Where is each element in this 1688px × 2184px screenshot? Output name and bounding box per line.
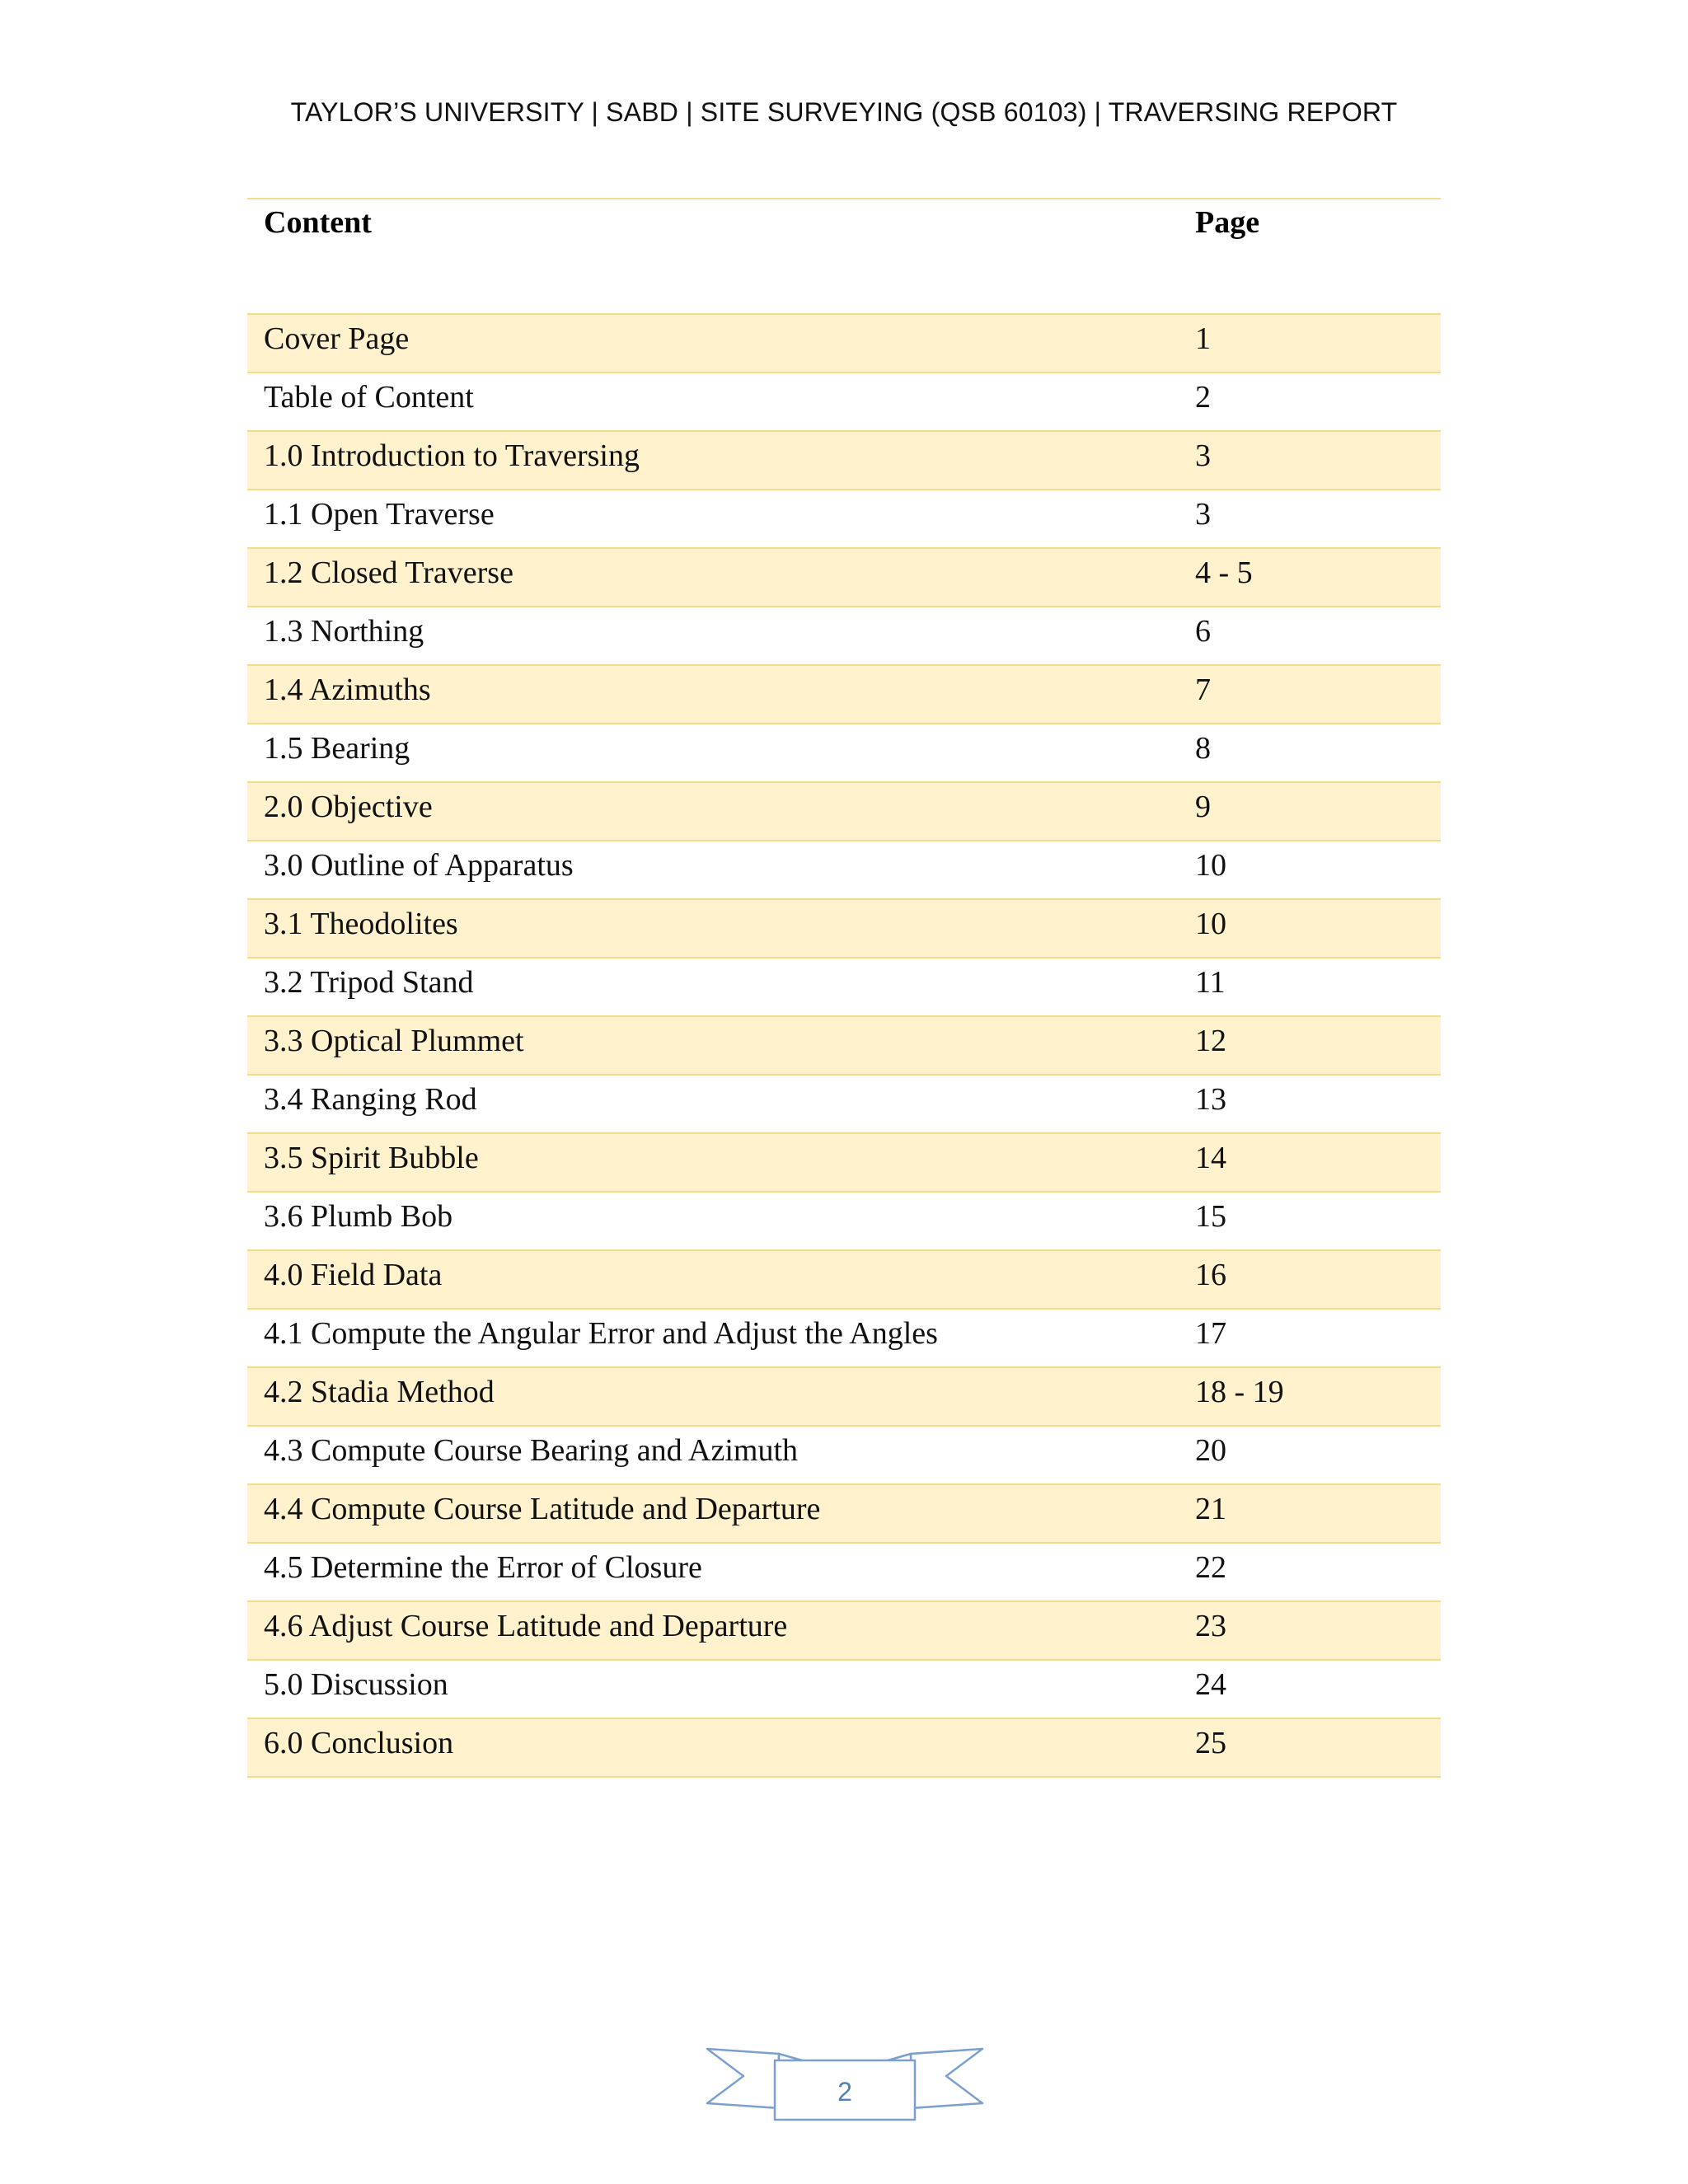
toc-row [247, 373, 1441, 432]
toc-entry-title: 1.0 Introduction to Traversing [264, 438, 640, 473]
toc-entry-title: 3.3 Optical Plummet [264, 1024, 524, 1058]
toc-row [247, 783, 1441, 841]
toc-row [247, 490, 1441, 549]
toc-row [247, 1544, 1441, 1602]
toc-entry-page: 17 [1195, 1316, 1226, 1351]
toc-entry-page: 10 [1195, 848, 1226, 883]
toc-entry-page: 18 - 19 [1195, 1375, 1284, 1409]
toc-entry-title: 1.4 Azimuths [264, 673, 431, 707]
toc-entry-title: 4.0 Field Data [264, 1258, 443, 1292]
toc-entry-title: 3.1 Theodolites [264, 907, 458, 941]
toc-row [247, 666, 1441, 724]
toc-row [247, 1368, 1441, 1427]
toc-entry-title: 1.2 Closed Traverse [264, 555, 513, 590]
toc-entry-page: 1 [1195, 321, 1211, 356]
toc-row [247, 607, 1441, 666]
toc-entry-title: 3.6 Plumb Bob [264, 1199, 453, 1234]
toc-entry-title: 4.3 Compute Course Bearing and Azimuth [264, 1433, 799, 1468]
toc-entry-page: 4 - 5 [1195, 555, 1253, 590]
toc-row [247, 1427, 1441, 1485]
toc-entry-title: 3.2 Tripod Stand [264, 965, 474, 1000]
toc-entry-title: 5.0 Discussion [264, 1667, 448, 1702]
toc-row [247, 1602, 1441, 1661]
toc-entry-page: 24 [1195, 1667, 1226, 1702]
toc-row [247, 549, 1441, 607]
toc-header-row [247, 199, 1441, 315]
toc-row [247, 1719, 1441, 1778]
toc-entry-page: 23 [1195, 1609, 1226, 1643]
toc-entry-title: 4.1 Compute the Angular Error and Adjust the Angles [264, 1316, 938, 1351]
toc-entry-page: 10 [1195, 907, 1226, 941]
toc-entry-title: Cover Page [264, 321, 410, 356]
toc-entry-title: Table of Content [264, 380, 474, 415]
toc-row [247, 958, 1441, 1017]
toc-row [247, 432, 1441, 490]
toc-entry-page: 12 [1195, 1024, 1226, 1058]
toc-entry-page: 20 [1195, 1433, 1226, 1468]
toc-entry-title: 3.0 Outline of Apparatus [264, 848, 574, 883]
toc-row [247, 841, 1441, 900]
toc-entry-page: 3 [1195, 438, 1211, 473]
page-number-badge [701, 2042, 989, 2125]
toc-row [247, 1134, 1441, 1193]
page-number: 2 [837, 2077, 852, 2107]
toc-header-content: Content [264, 205, 372, 240]
toc-entry-title: 6.0 Conclusion [264, 1726, 454, 1760]
toc-body [247, 315, 1441, 1778]
toc-entry-title: 4.4 Compute Course Latitude and Departure [264, 1492, 821, 1526]
toc-entry-page: 14 [1195, 1141, 1226, 1175]
toc-entry-title: 2.0 Objective [264, 790, 433, 824]
toc-entry-page: 2 [1195, 380, 1211, 415]
toc-entry-title: 3.4 Ranging Rod [264, 1082, 477, 1117]
toc-entry-title: 4.2 Stadia Method [264, 1375, 495, 1409]
toc-entry-title: 1.1 Open Traverse [264, 497, 495, 532]
toc-entry-page: 13 [1195, 1082, 1226, 1117]
toc-entry-title: 1.5 Bearing [264, 731, 410, 766]
toc-entry-title: 3.5 Spirit Bubble [264, 1141, 479, 1175]
toc-entry-page: 9 [1195, 790, 1211, 824]
toc-entry-title: 1.3 Northing [264, 614, 424, 649]
toc-entry-title: 4.5 Determine the Error of Closure [264, 1550, 702, 1585]
toc-row [247, 1661, 1441, 1719]
table-of-contents [247, 198, 1441, 1778]
running-header: TAYLOR’S UNIVERSITY | SABD | SITE SURVEYING (QSB 60103) | TRAVERSING REPORT [290, 97, 1398, 127]
toc-row [247, 1310, 1441, 1368]
toc-row [247, 1485, 1441, 1544]
toc-entry-page: 22 [1195, 1550, 1226, 1585]
toc-entry-title: 4.6 Adjust Course Latitude and Departure [264, 1609, 788, 1643]
toc-row [247, 315, 1441, 373]
toc-entry-page: 25 [1195, 1726, 1226, 1760]
toc-entry-page: 3 [1195, 497, 1211, 532]
toc-row [247, 1076, 1441, 1134]
toc-header-page: Page [1195, 205, 1260, 240]
toc-entry-page: 8 [1195, 731, 1211, 766]
toc-row [247, 1251, 1441, 1310]
toc-row [247, 1017, 1441, 1076]
toc-row [247, 724, 1441, 783]
toc-entry-page: 16 [1195, 1258, 1226, 1292]
toc-entry-page: 6 [1195, 614, 1211, 649]
toc-entry-page: 7 [1195, 673, 1211, 707]
toc-entry-page: 11 [1195, 965, 1226, 1000]
toc-row [247, 900, 1441, 958]
toc-entry-page: 21 [1195, 1492, 1226, 1526]
toc-row [247, 1193, 1441, 1251]
toc-entry-page: 15 [1195, 1199, 1226, 1234]
